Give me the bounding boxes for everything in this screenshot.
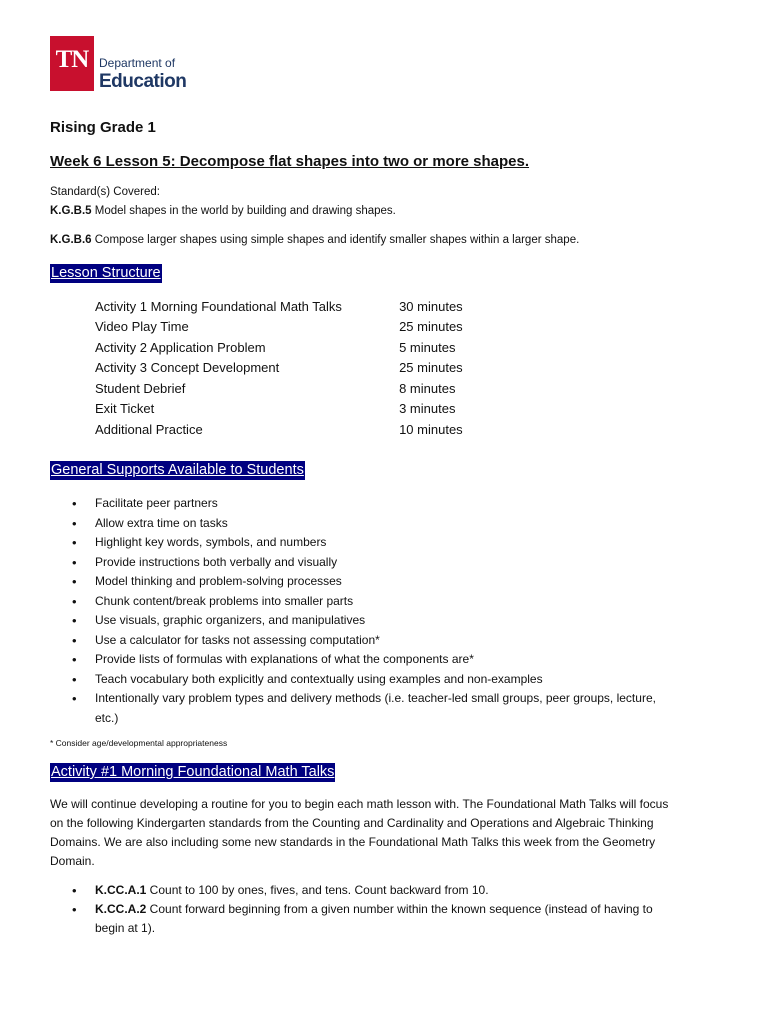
list-item: • Chunk content/break problems into smaller parts <box>72 592 672 612</box>
list-item <box>72 900 672 938</box>
structure-row <box>95 378 495 399</box>
lesson-structure-heading: Lesson Structure <box>51 265 161 281</box>
structure-duration: 25 minutes <box>399 360 463 376</box>
standard-code: K.G.B.5 <box>50 205 92 217</box>
tn-education-logo <box>50 36 186 91</box>
structure-duration: 5 minutes <box>399 339 456 355</box>
logo-wordmark <box>99 57 186 91</box>
list-item: • Facilitate peer partners <box>72 494 672 514</box>
structure-activity: Activity 1 Morning Foundational Math Talks <box>95 298 342 314</box>
structure-row <box>95 419 495 440</box>
list-item: • Allow extra time on tasks <box>72 514 672 534</box>
structure-row <box>95 337 495 358</box>
list-item: • Teach vocabulary both explicitly and contextually using examples and non-examples <box>72 670 672 690</box>
structure-activity: Activity 3 Concept Development <box>95 360 280 376</box>
structure-row <box>95 399 495 420</box>
standard-text: Compose larger shapes using simple shapes and identify smaller shapes within a larger shape. <box>91 234 580 246</box>
lesson-structure-table <box>95 296 495 440</box>
standard-code: K.CC.A.2 <box>95 902 147 916</box>
tn-logo-mark: TN <box>50 36 94 91</box>
list-item: • Model thinking and problem-solving processes <box>72 572 672 592</box>
structure-duration: 25 minutes <box>399 319 463 335</box>
standard-text: Count to 100 by ones, fives, and tens. Count backward from 10. <box>146 883 489 897</box>
list-item: • Use a calculator for tasks not assessing computation* <box>72 631 672 651</box>
footnote: * Consider age/developmental appropriateness <box>50 738 228 748</box>
structure-row <box>95 358 495 379</box>
list-item: • Provide instructions both verbally and visually <box>72 553 672 573</box>
structure-duration: 10 minutes <box>399 421 463 437</box>
logo-department-text: Department of <box>99 56 176 70</box>
structure-activity: Video Play Time <box>95 319 189 335</box>
list-item: • Intentionally vary problem types and delivery methods (i.e. teacher-led small groups, peer groups, lecture, etc.) <box>72 689 672 728</box>
structure-activity: Exit Ticket <box>95 401 155 417</box>
list-item <box>72 881 672 900</box>
standard-text: Count forward beginning from a given number within the known sequence (instead of having to begin at 1). <box>95 902 653 935</box>
list-item: • Highlight key words, symbols, and numbers <box>72 533 672 553</box>
standard-text: Model shapes in the world by building and drawing shapes. <box>91 205 396 217</box>
supports-heading: General Supports Available to Students <box>51 462 304 478</box>
logo-education-text: Education <box>99 71 187 92</box>
structure-activity: Activity 2 Application Problem <box>95 339 266 355</box>
grade-title: Rising Grade 1 <box>50 119 156 136</box>
standard-item <box>50 205 396 217</box>
structure-activity: Student Debrief <box>95 380 186 396</box>
structure-row <box>95 296 495 317</box>
activity1-heading: Activity #1 Morning Foundational Math Talks <box>51 764 335 780</box>
structure-duration: 8 minutes <box>399 380 456 396</box>
structure-duration: 3 minutes <box>399 401 456 417</box>
supports-list <box>72 494 672 728</box>
standard-code: K.G.B.6 <box>50 234 92 246</box>
structure-duration: 30 minutes <box>399 298 463 314</box>
standard-code: K.CC.A.1 <box>95 883 147 897</box>
standard-item <box>50 234 579 246</box>
structure-row <box>95 317 495 338</box>
structure-activity: Additional Practice <box>95 421 203 437</box>
activity1-paragraph: We will continue developing a routine for you to begin each math lesson with. The Foundational Math Talks will focus on the following Kindergarten standards from the Counting and Cardinality and Operations and Algebraic Thinking Domains. We are also including some new standards in the Foundational Math Talks this week from the Geometry Domain. <box>50 797 669 868</box>
lesson-title: Week 6 Lesson 5: Decompose flat shapes into two or more shapes. <box>50 153 530 170</box>
list-item: • Use visuals, graphic organizers, and manipulatives <box>72 611 672 631</box>
standards-label: Standard(s) Covered: <box>50 186 160 198</box>
list-item: • Provide lists of formulas with explanations of what the components are* <box>72 650 672 670</box>
activity1-standards-list <box>72 881 672 938</box>
